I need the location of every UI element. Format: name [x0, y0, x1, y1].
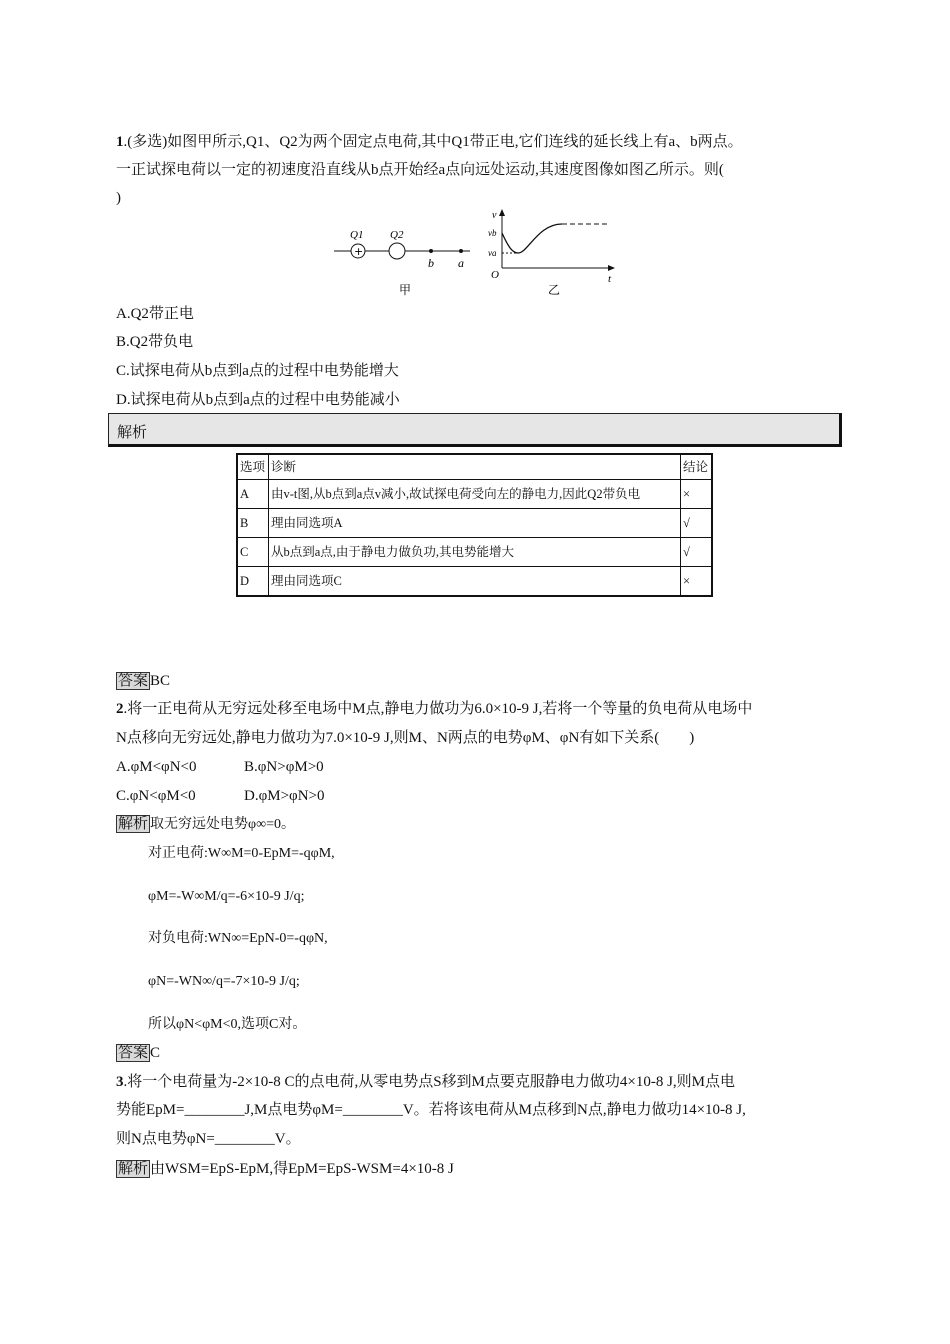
v-axis-label: v [492, 210, 497, 221]
q2-answer-tag: 答案 [118, 1045, 149, 1061]
q1-analysis-banner [108, 413, 842, 447]
q1-plus-sign: + [354, 245, 364, 258]
table-cell-result: × [681, 567, 713, 597]
fig-caption-right: 乙 [548, 283, 561, 297]
q2-analysis-line6: 所以φN<φM<0,选项C对。 [148, 1017, 307, 1032]
point-a-dot [459, 249, 463, 253]
q1-option-b: B.Q2带负电 [116, 334, 194, 350]
q3-analysis-line [116, 1159, 454, 1179]
table-row [237, 509, 712, 538]
table-row [237, 480, 712, 509]
q1-stem-line3: ) [116, 190, 121, 206]
q2-label: Q2 [390, 229, 404, 241]
q2-stem-line2: N点移向无穷远处,静电力做功为7.0×10-9 J,则M、N两点的电势φM、φN有如下关系( ) [116, 730, 695, 746]
q1-label: Q1 [350, 229, 364, 241]
q3-number: 3 [116, 1074, 124, 1090]
q3-analysis-text: 由WSM=EpS-EpM,得EpM=EpS-WSM=4×10-8 J [150, 1161, 454, 1177]
q1-tag: (多选) [127, 134, 168, 150]
table-cell-result: √ [681, 538, 713, 567]
point-b-dot [429, 249, 433, 253]
q1-option-c: C.试探电荷从b点到a点的过程中电势能增大 [116, 363, 399, 379]
q2-analysis-line5: φN=-WN∞/q=-7×10-9 J/q; [148, 974, 300, 989]
q3-stem-line3: 则N点电势φN=________V。 [116, 1131, 301, 1147]
q1-option-d: D.试探电荷从b点到a点的过程中电势能减小 [116, 392, 400, 408]
v-axis-arrow [499, 209, 505, 216]
q2-analysis-tag: 解析 [118, 816, 149, 832]
q1-stem-line1: 1.(多选)如图甲所示,Q1、Q2为两个固定点电荷,其中Q1带正电,它们连线的延长线上有a、b两点。 [116, 134, 743, 150]
q2-options-row1 [116, 757, 324, 777]
origin-label: O [491, 269, 499, 281]
table-header-result: 结论 [681, 454, 713, 480]
t-axis-label: t [608, 273, 612, 285]
table-cell-option: C [237, 538, 269, 567]
q1-diagnosis-table [236, 453, 713, 597]
table-cell-diagnosis: 由v-t图,从b点到a点v减小,故试探电荷受向左的静电力,因此Q2带负电 [269, 480, 681, 509]
q2-option-a: A.φM<φN<0 [116, 759, 197, 775]
q1-stem-text1: 如图甲所示,Q1、Q2为两个固定点电荷,其中Q1带正电,它们连线的延长线上有a、b两点。 [167, 134, 743, 150]
q2-option-d: D.φM>φN>0 [244, 788, 325, 804]
t-axis-arrow [608, 265, 615, 271]
table-cell-diagnosis: 理由同选项A [269, 509, 681, 538]
q2-option-b: B.φN>φM>0 [244, 759, 324, 775]
q2-analysis-line2: 对正电荷:W∞M=0-EpM=-qφM, [148, 846, 335, 861]
table-row [237, 538, 712, 567]
q2-stem-line1: 2.将一正电荷从无穷远处移至电场中M点,静电力做功为6.0×10-9 J,若将一个等量的负电荷从电场中 [116, 701, 753, 717]
q3-stem-text1: 将一个电荷量为-2×10-8 C的点电荷,从零电势点S移到M点要克服静电力做功4×10-8 J,则M点电 [127, 1074, 736, 1090]
q2-analysis-line3: φM=-W∞M/q=-6×10-9 J/q; [148, 889, 305, 904]
velocity-curve [502, 224, 562, 253]
q2-analysis-line4: 对负电荷:WN∞=EpN-0=-qφN, [148, 931, 328, 946]
q2-answer-line [116, 1043, 160, 1063]
table-row [237, 567, 712, 597]
q1-option-a: A.Q2带正电 [116, 306, 194, 322]
q1-stem-line2: 一正试探电荷以一定的初速度沿直线从b点开始经a点向远处运动,其速度图像如图乙所示。则( [116, 162, 724, 178]
table-cell-diagnosis: 理由同选项C [269, 567, 681, 597]
va-label: va [488, 248, 497, 258]
q2-options-row2 [116, 786, 325, 806]
q2-analysis-line1 [116, 814, 295, 835]
table-header-option: 选项 [237, 454, 269, 480]
q2-analysis-text1: 取无穷远处电势φ∞=0。 [150, 817, 295, 832]
table-cell-option: D [237, 567, 269, 597]
table-header-diagnosis: 诊断 [269, 454, 681, 480]
table-cell-diagnosis: 从b点到a点,由于静电力做负功,其电势能增大 [269, 538, 681, 567]
table-header-row [237, 454, 712, 480]
q3-stem-line1: 3.将一个电荷量为-2×10-8 C的点电荷,从零电势点S移到M点要克服静电力做功4×10-8 J,则M点电 [116, 1074, 736, 1090]
q3-stem-line2: 势能EpM=________J,M点电势φM=________V。若将该电荷从M点移到N点,静电力做功14×10-8 J, [116, 1102, 746, 1118]
q2-charge-circle [389, 243, 405, 259]
q1-figure [330, 206, 630, 298]
table-cell-option: B [237, 509, 269, 538]
q1-answer-tag: 答案 [118, 673, 149, 689]
point-a-label: a [458, 256, 464, 270]
q2-number: 2 [116, 701, 124, 717]
fig-caption-left: 甲 [399, 283, 412, 297]
q1-analysis-banner-label: 解析 [117, 425, 148, 441]
q2-option-c: C.φN<φM<0 [116, 788, 196, 804]
q1-number: 1 [116, 134, 124, 150]
q1-answer: BC [150, 673, 171, 689]
table-cell-option: A [237, 480, 269, 509]
point-b-label: b [428, 256, 434, 270]
vb-label: vb [488, 228, 497, 238]
q3-analysis-tag: 解析 [118, 1161, 149, 1177]
table-cell-result: × [681, 480, 713, 509]
table-cell-result: √ [681, 509, 713, 538]
q2-answer: C [150, 1045, 161, 1061]
q1-answer-line [116, 671, 170, 691]
q2-stem-text1: 将一正电荷从无穷远处移至电场中M点,静电力做功为6.0×10-9 J,若将一个等量的负电荷从电场中 [127, 701, 753, 717]
